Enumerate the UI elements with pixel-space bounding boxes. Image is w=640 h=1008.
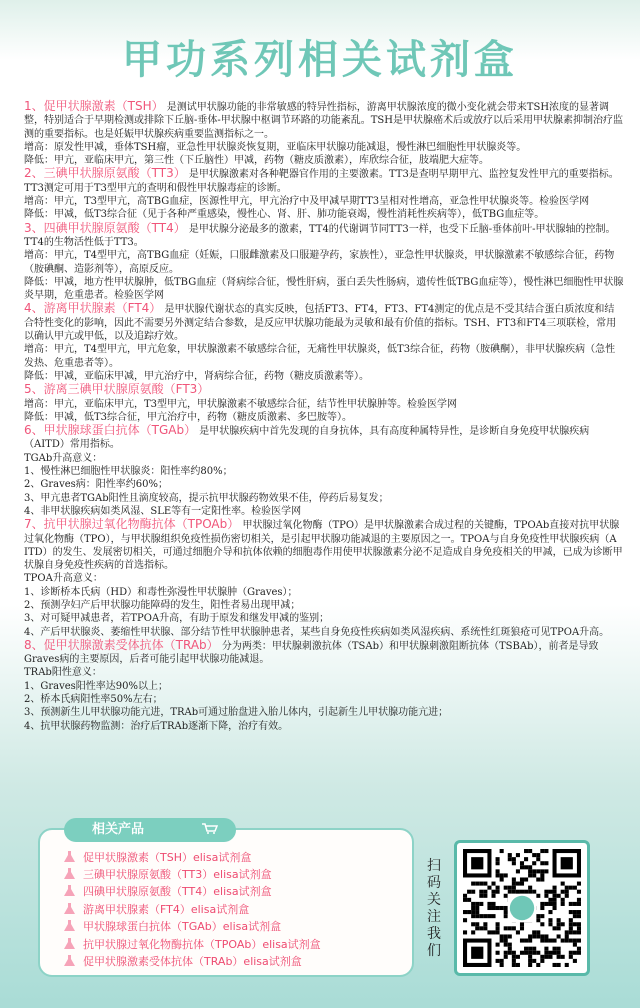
section-line: 降低：甲减，亚临床甲减，甲亢治疗中，肾病综合征，药物（糖皮质激素等）。 [24, 370, 369, 382]
page-title: 甲功系列相关试剂盒 [122, 37, 518, 83]
section-line: 降低：甲减，低T3综合征（见于各种严重感染，慢性心、肾、肝、肺功能衰竭，慢性消耗性疾病等），低TBG血症等。 [24, 209, 545, 221]
section-heading: 5、游离三碘甲状腺原氨酸（FT3） [24, 382, 210, 397]
section-3 [24, 222, 624, 250]
section-intro: 分为两类：甲状腺刺激抗体（TSAb）和甲状腺刺激阻断抗体（TSBAb），前者是导致Graves病的主要原因，后者可能引起甲状腺功能减退。 [24, 640, 599, 666]
section-intro: 是测试甲状腺功能的非常敏感的特异性指标，游离甲状腺浓度的微小变化就会带来TSH浓度的显著调整，特别适合于早期检测或排除下丘脑-垂体-甲状腺中枢调节环路的功能紊乱。TSH是甲状腺癌术后或放疗以后采用甲状腺素抑制治疗监测的重要指标。也是妊娠甲状腺疾病重要监测指标之一。 [24, 102, 623, 140]
product-name: 游离甲状腺素（FT4）elisa试剂盒 [83, 902, 250, 916]
section-line: 1、慢性淋巴细胞性甲状腺炎：阳性率约80%； [24, 466, 233, 478]
section-heading: 3、四碘甲状腺原氨酸（TT4） [24, 220, 186, 235]
section-heading: 1、促甲状腺激素（TSH） [24, 99, 164, 113]
section-line: TGAb升高意义： [24, 452, 103, 464]
section-intro: 是甲状腺疾病中首先发现的自身抗体，具有高度种属特异性，是诊断自身免疫甲状腺疾病（AITD）常用指标。 [24, 426, 590, 451]
product-name: 促甲状腺激素受体抗体（TRAb）elisa试剂盒 [83, 955, 302, 969]
section-line: 3、预测新生儿甲状腺功能亢进，TRAb可通过胎盘进入胎儿体内，引起新生儿甲状腺功能亢进； [24, 707, 449, 719]
product-name: 促甲状腺激素（TSH）elisa试剂盒 [83, 850, 252, 864]
product-name: 抗甲状腺过氧化物酶抗体（TPOAb）elisa试剂盒 [83, 937, 321, 951]
qr-code[interactable] [454, 840, 590, 976]
section-line: TRAb阳性意义： [24, 667, 102, 679]
scan-follow-label: 扫码关注我们 [427, 858, 441, 959]
section-intro: 是甲状腺代谢状态的真实反映，包括FT3、FT4，FT3、FT4测定的优点是不受其结合蛋白质浓度和结合特性变化的影响，因此不需要另外测定结合参数，是反应甲状腺功能最为灵敏和最有价值的指标。TSH、FT3和FT4三项联检，常用以确认甲亢或甲低，以及追踪疗效。 [24, 304, 617, 343]
section-line: 2、Graves病：阳性率约60%； [24, 479, 169, 491]
section-intro: 是甲状腺分泌最多的激素，TT4的代谢调节同TT3一样，也受下丘脑-垂体前叶-甲状腺轴的控制。TT4的生物活性低于TT3。 [24, 223, 616, 248]
section-heading: 8、促甲状腺激素受体抗体（TRAb） [24, 637, 219, 652]
product-item[interactable] [64, 848, 321, 865]
section-line: 4、抗甲状腺药物监测：治疗后TRAb逐渐下降，治疗有效。 [24, 720, 289, 732]
product-item[interactable] [64, 883, 321, 900]
section-line: 降低：甲减，低T3综合征，甲亢治疗中，药物（糖皮质激素、多巴胺等）。 [24, 411, 353, 423]
product-item[interactable] [64, 900, 321, 917]
flask-icon [64, 955, 75, 967]
product-item[interactable] [64, 935, 321, 952]
section-5 [24, 383, 624, 397]
section-heading: 2、三碘甲状腺原氨酸（TT3） [24, 166, 186, 181]
article-body [24, 100, 624, 733]
related-products-header [64, 818, 236, 842]
related-products-title: 相关产品 [92, 822, 145, 837]
product-name: 三碘甲状腺原氨酸（TT3）elisa试剂盒 [83, 868, 272, 882]
flask-icon [64, 868, 75, 880]
section-line: 增高：原发性甲减，垂体TSH瘤，亚急性甲状腺炎恢复期，亚临床甲状腺功能减退，慢性淋巴细胞性甲状腺炎等。 [24, 141, 527, 153]
qr-code-image [463, 849, 581, 967]
section-6 [24, 424, 624, 452]
section-line: 降低：甲减，地方性甲状腺肿，低TBG血症（肾病综合征，慢性肝病，蛋白丢失性肠病，遗传性低TBG血症等），慢性淋巴细胞性甲状腺炎早期，危重患者。检验医学网 [24, 276, 624, 302]
section-line: 增高：甲亢，亚临床甲亢，T3型甲亢，甲状腺激素不敏感综合征，结节性甲状腺肿等。检验医学网 [24, 398, 458, 410]
section-line: 4、非甲状腺疾病如类风湿、SLE等有一定阳性率。检验医学网 [24, 505, 302, 517]
section-line: 3、对可疑甲减患者，若TPOA升高，有助于原发和继发甲减的鉴别； [24, 613, 330, 625]
product-list [64, 848, 321, 970]
section-line: 增高：甲亢，T4型甲亢，高TBG血症（妊娠，口服雌激素及口服避孕药，家族性），亚急性甲状腺炎，甲状腺激素不敏感综合征，药物（胺碘酮、造影剂等），高原反应。 [24, 250, 615, 275]
section-heading: 7、抗甲状腺过氧化物酶抗体（TPOAb） [24, 517, 240, 532]
section-line: 1、Graves阳性率达90%以上； [24, 680, 169, 692]
section-2 [24, 167, 624, 195]
related-products-panel [38, 822, 414, 977]
product-item[interactable] [64, 952, 321, 969]
section-line: 2、桥本氏病阳性率50%左右； [24, 694, 163, 706]
section-line: 1、诊断桥本氏病（HD）和毒性弥漫性甲状腺肿（Graves）； [24, 586, 298, 598]
section-heading: 6、甲状腺球蛋白抗体（TGAb） [24, 423, 197, 438]
cart-icon [202, 823, 218, 834]
section-heading: 4、游离甲状腺素（FT4） [24, 301, 162, 316]
section-line: 4、产后甲状腺炎、萎缩性甲状腺、部分结节性甲状腺肿患者，某些自身免疫性疾病如类风湿疾病、系统性红斑狼疮可见TPOA升高。 [24, 626, 610, 638]
product-name: 四碘甲状腺原氨酸（TT4）elisa试剂盒 [83, 885, 272, 899]
section-intro: 是甲状腺激素对各种靶器官作用的主要激素。TT3是查明早期甲亢、监控复发性甲亢的重要指标。TT3测定可用于T3型甲亢的查明和假性甲状腺毒症的诊断。 [24, 169, 619, 194]
flask-icon [64, 938, 75, 950]
product-item[interactable] [64, 865, 321, 882]
section-line: 增高：甲亢，T3型甲亢，高TBG血症，医源性甲亢，甲亢治疗中及甲减早期TT3呈相对性增高，亚急性甲状腺炎等。检验医学网 [24, 196, 590, 208]
product-item[interactable] [64, 918, 321, 935]
flask-icon [64, 920, 75, 932]
section-7 [24, 518, 624, 572]
section-4 [24, 302, 624, 343]
section-line: 增高：甲亢，T4型甲亢，甲亢危象，甲状腺激素不敏感综合征，无痛性甲状腺炎，低T3综合征，药物（胺碘酮），非甲状腺疾病（急性发热、危重患者等）。 [24, 344, 616, 369]
flask-icon [64, 851, 75, 863]
section-intro: 甲状腺过氧化物酶（TPO）是甲状腺激素合成过程的关键酶，TPOAb直接对抗甲状腺过氧化物酶（TPO），与甲状腺组织免疫性损伤密切相关，是引起甲状腺功能减退的主要原因之一。TPOA与自身免疫性甲状腺疾病（A ITD）的发生、发展密切相关，可通过细胞介导和抗体依赖的细胞毒作用使甲状腺激素分泌不足造成自身免疫相关的甲减，已成为诊断甲状腺自身免疫性疾病的首选指标。 [24, 520, 623, 572]
section-line: TPOA升高意义： [24, 573, 103, 585]
flask-icon [64, 885, 75, 897]
section-8 [24, 639, 624, 667]
section-line: 降低：甲亢，亚临床甲亢，第三性（下丘脑性）甲减，药物（糖皮质激素），库欣综合征，肢端肥大症等。 [24, 155, 489, 167]
section-1 [24, 100, 624, 141]
section-line: 3、甲亢患者TGAb阳性且滴度较高，提示抗甲状腺药物效果不佳，停药后易复发； [24, 492, 389, 504]
flask-icon [64, 903, 75, 915]
product-name: 甲状腺球蛋白抗体（TGAb）elisa试剂盒 [83, 920, 282, 934]
section-line: 2、预测孕妇产后甲状腺功能障碍的发生，阳性者易出现甲减； [24, 599, 301, 611]
